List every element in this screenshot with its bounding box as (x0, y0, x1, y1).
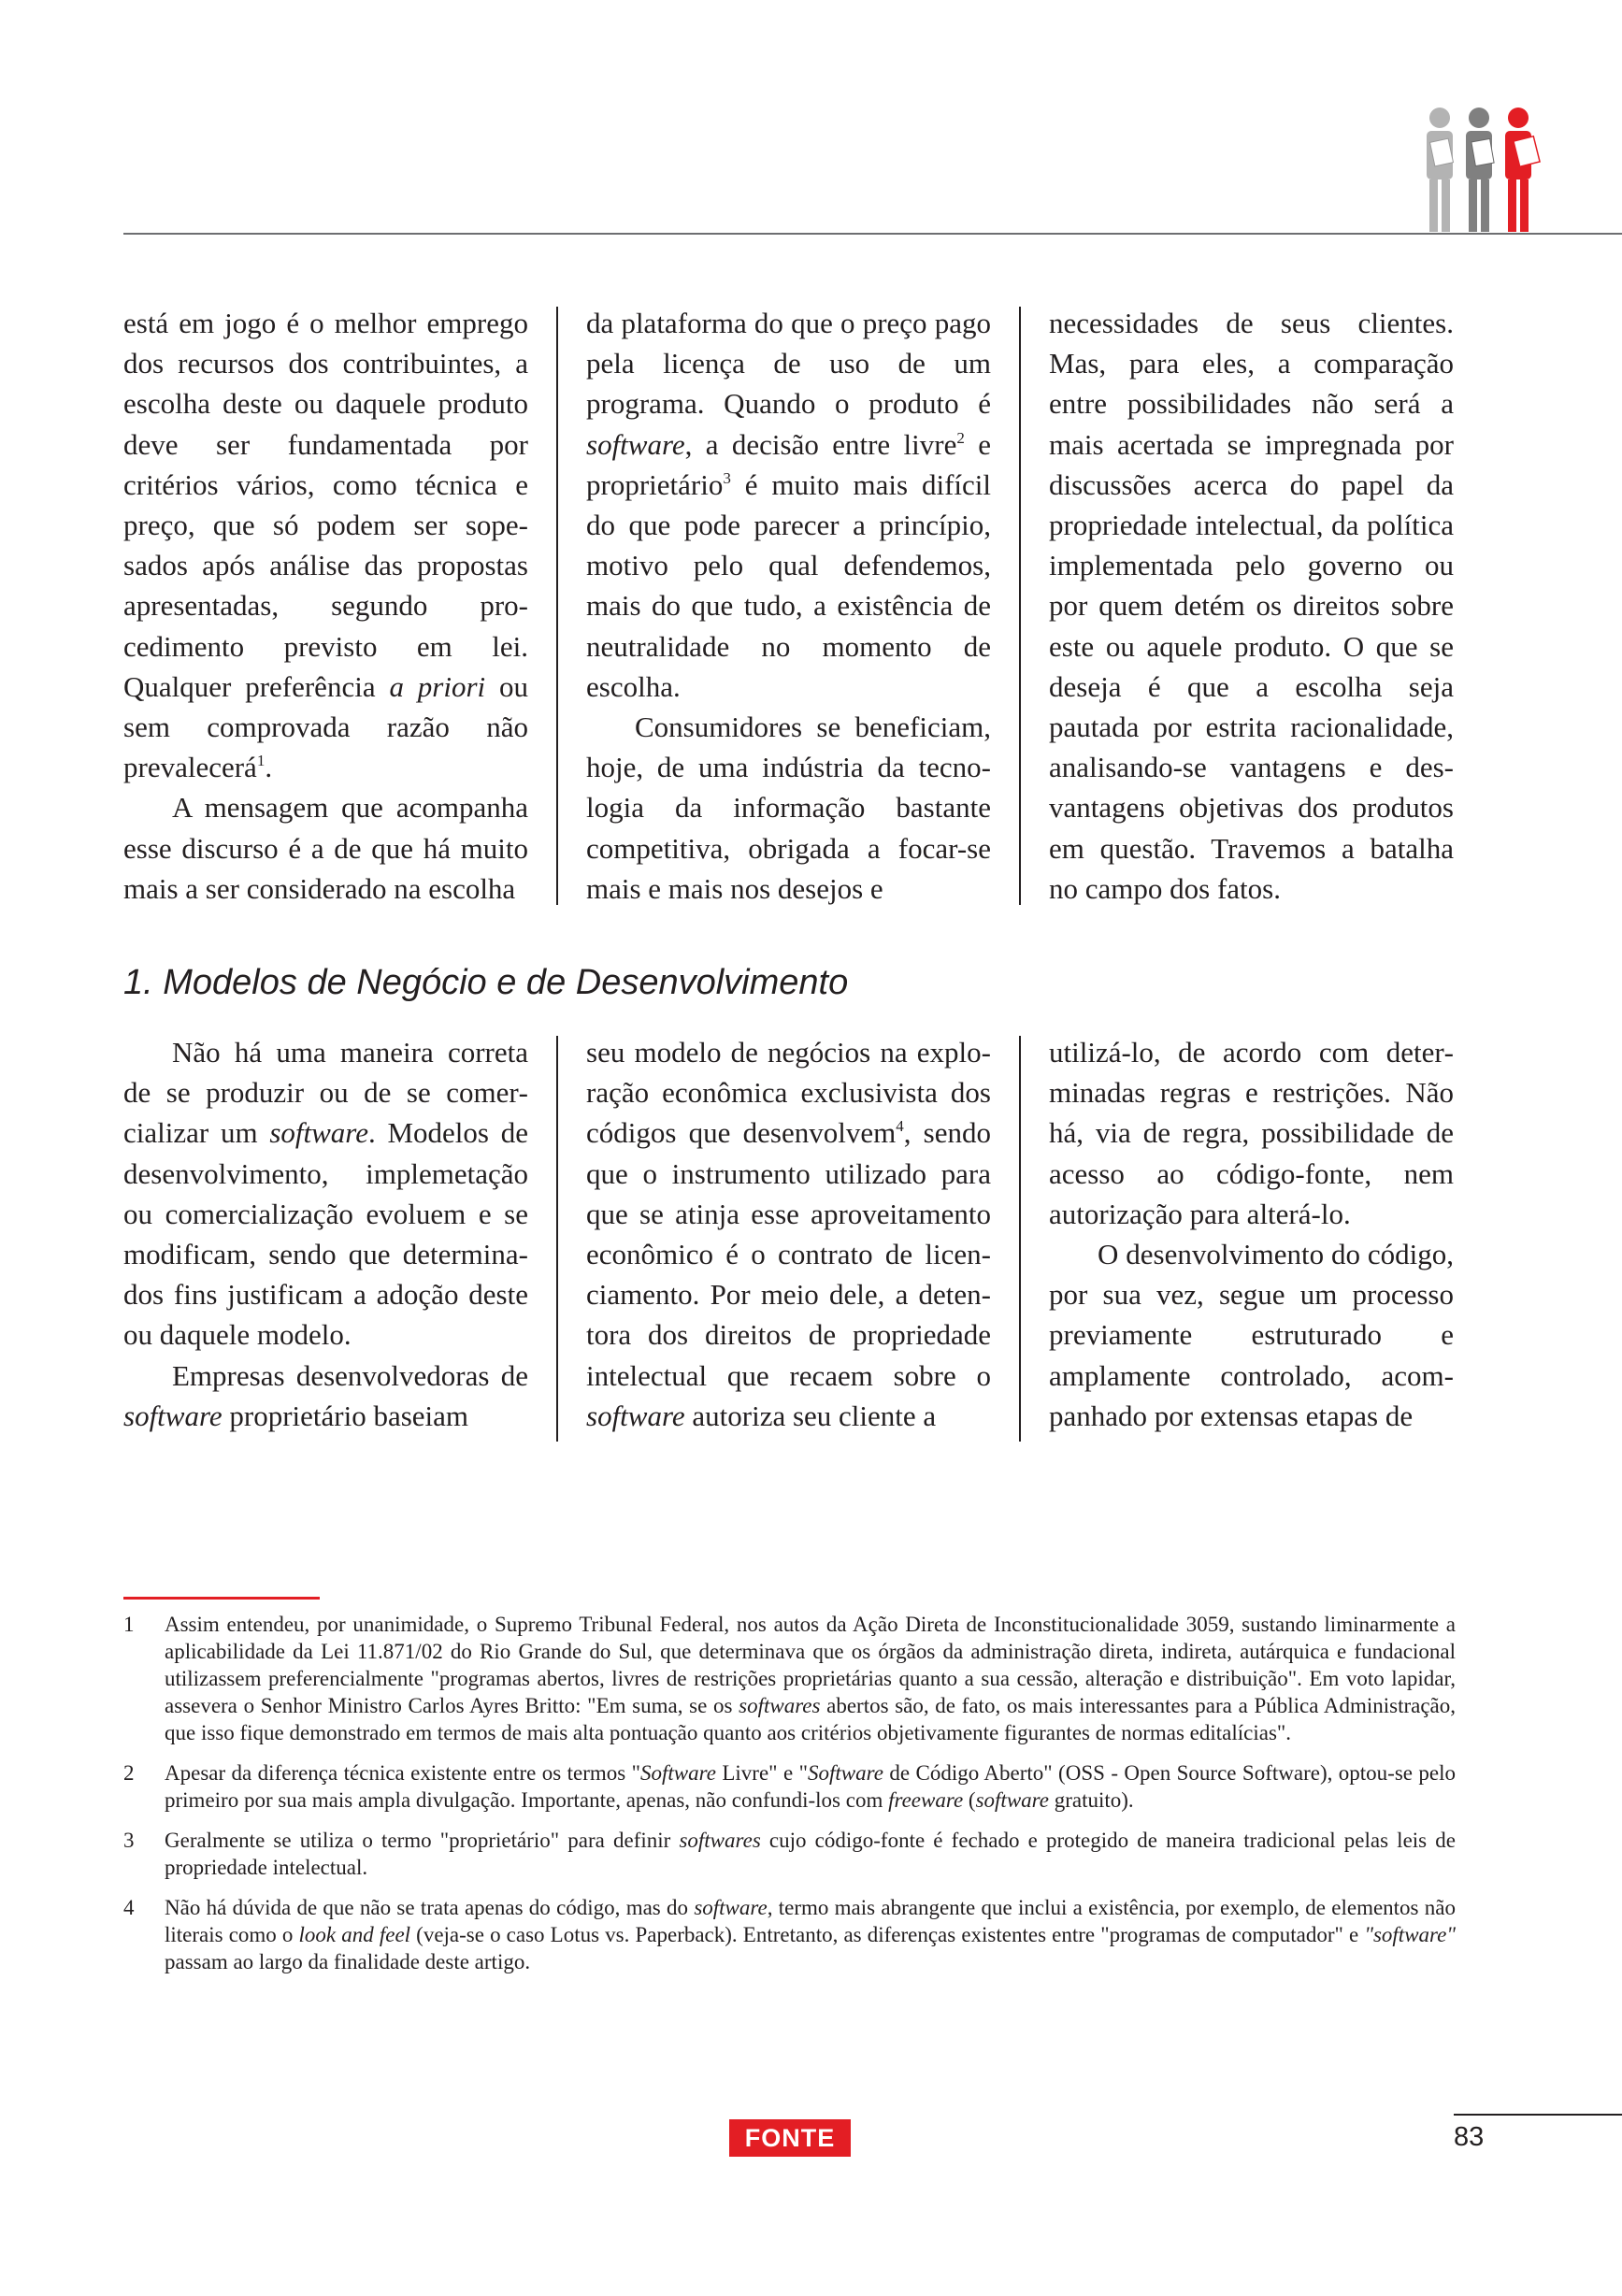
column-divider (1019, 307, 1021, 905)
footnote-number: 4 (123, 1896, 135, 1919)
footnote-text: Apesar da diferença técnica existente entre os termos "Software Livre" e "Software de Código Aberto" (OSS - Open Source Software), optou-se pelo primeiro por sua mais ampla divulgação. Importante, apenas, não confundi-los com freeware (software gratuito). (165, 1761, 1457, 1812)
paragraph: seu modelo de negócios na exploração econômica exclusivista dos códigos que desenvolvem$^4$, sendo que o instrumento utilizado para que se atinja esse aproveitamento econômico é o contrato de licenciamento. Por meio dele, a detentora dos direitos de propriedade intelectual que recaem sobre o software autoriza seu cliente a (586, 1036, 992, 1432)
column-divider (556, 307, 558, 905)
header-rule (123, 233, 1622, 235)
footnote-2 (123, 1759, 1456, 1814)
brand-label: FONTE (744, 2123, 836, 2152)
column-2 (586, 1032, 991, 1443)
three-people-figures-icon (1412, 101, 1552, 232)
footnote-number: 1 (123, 1613, 135, 1636)
footnote-3 (123, 1827, 1456, 1881)
footnote-rule (123, 1597, 320, 1600)
paragraph: A mensagem que acompanha esse discurso é a de que há muito mais a ser considerado na escolha (123, 791, 528, 905)
footnote-number: 2 (123, 1761, 135, 1785)
paragraph: Consumidores se beneficiam, hoje, de uma indústria da tecnologia da informação bastante competitiva, obrigada a focar-se mais e mais nos desejos e (586, 710, 991, 905)
paragraph: utilizá-lo, de acordo com determinadas regras e restrições. Não há, via de regra, possibilidade de acesso ao código-fonte, nem autorização para alterá-lo. (1049, 1036, 1454, 1230)
footnote-text: Geralmente se utiliza o termo "proprietário" para definir softwares cujo código-fonte é fechado e protegido de maneira tradicional pelas leis de propriedade intelectual. (165, 1829, 1456, 1879)
column-1 (123, 1032, 528, 1443)
paragraph: da plataforma do que o preço pago pela licença de uso de um programa. Quando o produto é software, a decisão entre livre$^2$ e proprietário$^3$ é muito mais difícil do que pode parecer a princípio, motivo pelo qual defendemos, mais do que tudo, a existência de neutralidade no momento de escolha. (586, 307, 991, 703)
page-number-rule (1454, 2114, 1622, 2116)
text-block-1 (123, 303, 1456, 911)
footnote-1 (123, 1611, 1456, 1746)
column-divider (556, 1036, 558, 1442)
paragraph: Empresas desenvolvedoras de software proprietário baseiam (123, 1358, 528, 1432)
footnote-text: Assim entendeu, por unanimidade, o Supremo Tribunal Federal, nos autos da Ação Direta de Inconstitucionalidade 3059, sustando liminarmente a aplicabilidade da Lei 11.871/02 do Rio Grande do Sul, que determinava que os órgãos da administração direta, indireta, autárquica e fundacional utilizassem preferencialmente "programas abertos, livres de restrições proprietárias quanto a sua cessão, alteração e distribuição". Em voto lapidar, assevera o Senhor Ministro Carlos Ayres Britto: "Em suma, se os softwares abertos são, de fato, os mais interessantes para a Pública Administração, que isso fique demonstrado em termos de mais alta pontuação quanto aos critérios objetivamente figurantes de normas editalícias". (165, 1613, 1456, 1744)
text-block-2 (123, 1032, 1456, 1443)
fonte-logo (729, 2119, 851, 2157)
footnote-4 (123, 1894, 1456, 1975)
section-heading: 1. Modelos de Negócio e de Desenvolvimento (123, 963, 849, 1002)
footnote-text: Não há dúvida de que não se trata apenas do código, mas do software, termo mais abrangente que inclui a existência, por exemplo, de elementos não literais como o look and feel (veja-se o caso Lotus vs. Paperback). Entretanto, as diferenças existentes entre "programas de computador" e "software" passam ao largo da finalidade deste artigo. (165, 1896, 1457, 1973)
page-number: 83 (1454, 2122, 1485, 2152)
paragraph: necessidades de seus clientes. Mas, para eles, a comparação entre possibilidades não será a mais acertada se impregnada por discussões acerca do papel da propriedade intelectual, da política implementada pelo governo ou por quem detém os direitos sobre este ou aquele produto. O que se deseja é que a escolha seja pautada por estrita racionalidade, analisando-se vantagens e desvantagens objetivas dos produtos em questão. Travemos a batalha no campo dos fatos. (1049, 307, 1454, 905)
column-3 (1049, 1032, 1454, 1443)
paragraph: O desenvolvimento do código, por sua vez, segue um processo previamente estruturado e amplamente controlado, acompanhado por extensas etapas de (1049, 1238, 1454, 1432)
column-divider (1019, 1036, 1021, 1442)
paragraph: está em jogo é o melhor emprego dos recursos dos contribuintes, a escolha deste ou daquele produto deve ser fundamentada por critérios vários, como técnica e preço, que só podem ser sopesados após análise das propostas apresentadas, segundo procedimento previsto em lei. Qualquer preferência a priori ou sem comprovada razão não prevalecerá$^1$. (123, 307, 529, 784)
footnotes (123, 1611, 1456, 1988)
column-2 (586, 303, 991, 911)
column-1 (123, 303, 528, 911)
footnote-number: 3 (123, 1829, 135, 1852)
column-3 (1049, 303, 1454, 911)
paragraph: Não há uma maneira correta de se produzir ou de se comercializar um software. Modelos de desenvolvimento, implemetação ou comercialização evoluem e se modificam, sendo que determinados fins justificam a adoção deste ou daquele modelo. (123, 1036, 528, 1352)
